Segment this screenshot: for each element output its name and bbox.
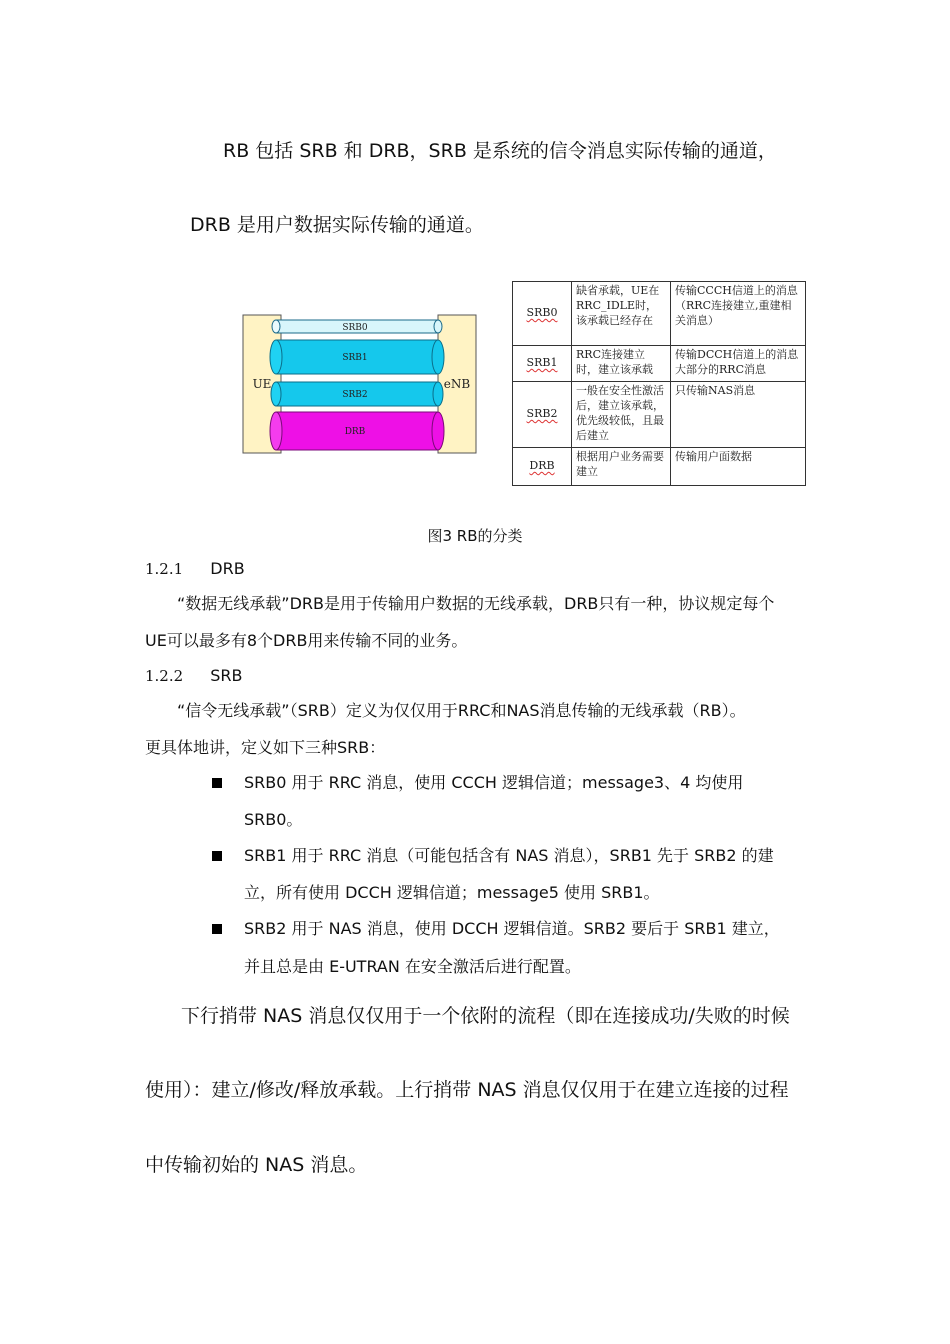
pipe-srb0-label: SRB0 xyxy=(342,323,368,333)
rb-diagram xyxy=(242,312,478,460)
intro-line-1: RB 包括 SRB 和 DRB，SRB 是系统的信令消息实际传输的通道， xyxy=(223,140,777,162)
table-row xyxy=(513,448,806,486)
pipe-srb0 xyxy=(272,320,442,333)
closing-line-2: 使用）：建立/修改/释放承载。上行捎带 NAS 消息仅仅用于在建立连接的过程 xyxy=(145,1079,789,1101)
pipe-srb2 xyxy=(271,382,443,406)
ue-label: UE xyxy=(252,377,272,391)
rb-table xyxy=(512,281,806,486)
srb-para-line-1: “信令无线承载”（SRB）定义为仅仅用于RRC和NAS消息传输的无线承载（RB）。 xyxy=(177,701,746,720)
table-cell-desc: 根据用户业务需要建立 xyxy=(572,448,671,486)
bullet-2-line-2: 立，所有使用 DCCH 逻辑信道；message5 使用 SRB1。 xyxy=(244,883,660,902)
section-heading-drb xyxy=(145,559,245,578)
section-title: DRB xyxy=(210,559,245,578)
bullet-square-icon xyxy=(212,778,222,788)
table-cell-use: 传输DCCH信道上的消息大部分的RRC消息 xyxy=(671,346,806,382)
table-cell-desc: RRC连接建立时，建立该承载 xyxy=(572,346,671,382)
table-row xyxy=(513,346,806,382)
table-cell-desc: 缺省承载，UE在RRC_IDLE时，该承载已经存在 xyxy=(572,282,671,346)
bullet-square-icon xyxy=(212,924,222,934)
section-number: 1.2.2 xyxy=(145,667,184,685)
section-number: 1.2.1 xyxy=(145,560,184,578)
table-row xyxy=(513,282,806,346)
section-title: SRB xyxy=(210,666,243,685)
closing-line-1: 下行捎带 NAS 消息仅仅用于一个依附的流程（即在连接成功/失败的时候 xyxy=(181,1005,790,1027)
bullet-3-line-1: SRB2 用于 NAS 消息，使用 DCCH 逻辑信道。SRB2 要后于 SRB1 建立， xyxy=(244,919,780,938)
srb-para-line-2: 更具体地讲，定义如下三种SRB： xyxy=(145,738,386,757)
pipe-drb xyxy=(270,412,444,450)
table-cell-name: SRB1 xyxy=(513,346,572,382)
figure-caption: 图3 RB的分类 xyxy=(427,527,523,545)
bullet-2-line-1: SRB1 用于 RRC 消息（可能包括含有 NAS 消息），SRB1 先于 SRB2 的建 xyxy=(244,846,774,865)
pipe-drb-label: DRB xyxy=(344,427,366,437)
bullet-1-line-2: SRB0。 xyxy=(244,810,303,829)
bullet-1-line-1: SRB0 用于 RRC 消息，使用 CCCH 逻辑信道；message3、4 均使用 xyxy=(244,773,744,792)
rb-table-wrap xyxy=(512,281,806,486)
table-row xyxy=(513,382,806,448)
table-cell-use: 传输CCCH信道上的消息（RRC连接建立,重建相关消息） xyxy=(671,282,806,346)
pipe-srb1-label: SRB1 xyxy=(342,353,368,363)
table-cell-name: SRB0 xyxy=(513,282,572,346)
bullet-square-icon xyxy=(212,851,222,861)
section-heading-srb xyxy=(145,666,243,685)
table-cell-use: 传输用户面数据 xyxy=(671,448,806,486)
rb-diagram-svg xyxy=(242,312,478,456)
pipe-srb2-label: SRB2 xyxy=(342,390,368,400)
closing-line-3: 中传输初始的 NAS 消息。 xyxy=(145,1154,368,1176)
bullet-3-line-2: 并且总是由 E-UTRAN 在安全激活后进行配置。 xyxy=(244,957,581,976)
table-cell-use: 只传输NAS消息 xyxy=(671,382,806,448)
table-cell-name: SRB2 xyxy=(513,382,572,448)
intro-line-2: DRB 是用户数据实际传输的通道。 xyxy=(190,214,484,236)
drb-para-line-2: UE可以最多有8个DRB用来传输不同的业务。 xyxy=(145,631,468,650)
pipe-srb1 xyxy=(270,340,444,374)
enb-label: eNB xyxy=(443,377,471,391)
table-cell-desc: 一般在安全性激活后，建立该承载，优先级较低，且最后建立 xyxy=(572,382,671,448)
drb-para-line-1: “数据无线承载”DRB是用于传输用户数据的无线承载，DRB只有一种，协议规定每个 xyxy=(177,594,775,613)
table-cell-name: DRB xyxy=(513,448,572,486)
